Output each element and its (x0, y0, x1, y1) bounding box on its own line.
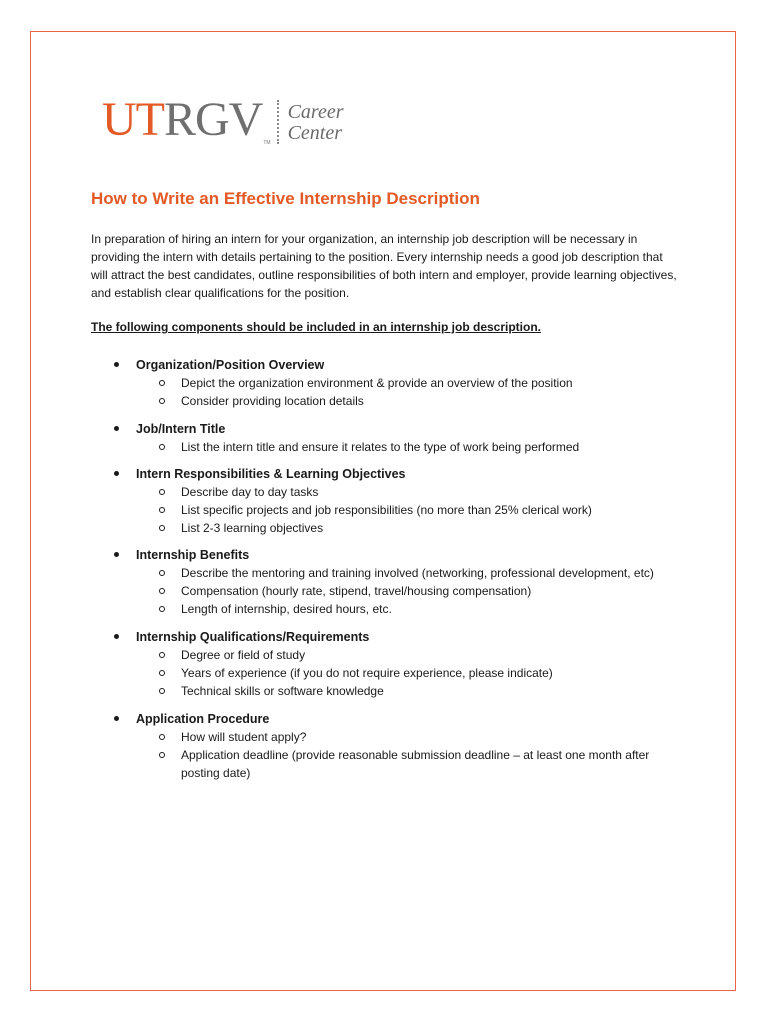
list-item (112, 728, 681, 746)
list-item-text: Application deadline (provide reasonable submission deadline – at least one month after posting date) (181, 748, 650, 780)
circle-bullet-icon (159, 398, 165, 404)
bullet-icon (114, 552, 119, 557)
list-item-text: List the intern title and ensure it relates to the type of work being performed (181, 440, 580, 454)
circle-bullet-icon (159, 489, 165, 495)
list-item (112, 438, 681, 456)
components-heading: The following components should be included in an internship job description. (91, 320, 542, 334)
document-title: How to Write an Effective Internship Description (91, 189, 480, 208)
list-item-text: List 2-3 learning objectives (181, 521, 324, 535)
section-benefits (112, 546, 712, 618)
circle-bullet-icon (159, 380, 165, 386)
section-title (112, 356, 712, 374)
list-item-text: List specific projects and job responsibilities (no more than 25% clerical work) (181, 503, 592, 517)
section-qualifications (112, 628, 712, 700)
bullet-icon (114, 471, 119, 476)
list-item-text: Technical skills or software knowledge (181, 684, 384, 698)
bullet-icon (114, 426, 119, 431)
list-item-text: Compensation (hourly rate, stipend, travel/housing compensation) (181, 584, 532, 598)
circle-bullet-icon (159, 606, 165, 612)
list-item (112, 664, 681, 682)
list-item (112, 483, 681, 501)
section-job-intern-title (112, 420, 712, 456)
list-item (112, 374, 681, 392)
circle-bullet-icon (159, 688, 165, 694)
list-item-text: Years of experience (if you do not require experience, please indicate) (181, 666, 553, 680)
list-item-text: Degree or field of study (181, 648, 306, 662)
logo-subtitle (288, 102, 344, 144)
list-item-text: How will student apply? (181, 730, 307, 744)
section-title (112, 710, 712, 728)
list-item-text: Length of internship, desired hours, etc. (181, 602, 392, 616)
list-item-text: Describe the mentoring and training involved (networking, professional development, etc) (181, 566, 654, 580)
list-item (112, 582, 681, 600)
section-title-text: Internship Qualifications/Requirements (136, 630, 370, 644)
bullet-icon (114, 716, 119, 721)
circle-bullet-icon (159, 734, 165, 740)
logo-rgv-text: RGV (163, 93, 263, 146)
section-title-text: Intern Responsibilities & Learning Objectives (136, 467, 406, 481)
logo-ut-text: UT (102, 93, 164, 146)
section-responsibilities (112, 465, 712, 537)
utrgv-career-center-logo (102, 93, 344, 156)
list-item-text: Consider providing location details (181, 394, 364, 408)
circle-bullet-icon (159, 507, 165, 513)
bullet-icon (114, 634, 119, 639)
list-item-text: Describe day to day tasks (181, 485, 319, 499)
logo-sub-line1: Career (287, 101, 344, 123)
circle-bullet-icon (159, 444, 165, 450)
section-organization-overview (112, 356, 712, 410)
circle-bullet-icon (159, 588, 165, 594)
list-item (112, 646, 681, 664)
section-title-text: Organization/Position Overview (136, 358, 325, 372)
list-item (112, 519, 681, 537)
section-title-text: Internship Benefits (136, 548, 250, 562)
list-item (112, 746, 681, 782)
logo-divider (277, 100, 279, 144)
list-item (112, 682, 681, 700)
section-title (112, 465, 712, 483)
circle-bullet-icon (159, 752, 165, 758)
section-title-text: Job/Intern Title (136, 422, 226, 436)
circle-bullet-icon (159, 652, 165, 658)
list-item (112, 600, 681, 618)
list-item-text: Depict the organization environment & provide an overview of the position (181, 376, 573, 390)
section-application-procedure (112, 710, 712, 782)
intro-paragraph: In preparation of hiring an intern for your organization, an internship job description will be necessary in providing the intern with details pertaining to the position. Every internship needs a good job description that will attract the best candidates, outline responsibilities of both intern and employer, provide learning objectives, and establish clear qualifications for the position. (91, 232, 677, 300)
bullet-icon (114, 362, 119, 367)
logo-sub-line2: Center (287, 122, 342, 144)
circle-bullet-icon (159, 525, 165, 531)
section-title (112, 420, 712, 438)
circle-bullet-icon (159, 570, 165, 576)
list-item (112, 564, 681, 582)
list-item (112, 501, 681, 519)
section-title (112, 628, 712, 646)
circle-bullet-icon (159, 670, 165, 676)
logo-trademark: TM (263, 140, 271, 146)
section-title-text: Application Procedure (136, 712, 270, 726)
list-item (112, 392, 681, 410)
section-title (112, 546, 712, 564)
